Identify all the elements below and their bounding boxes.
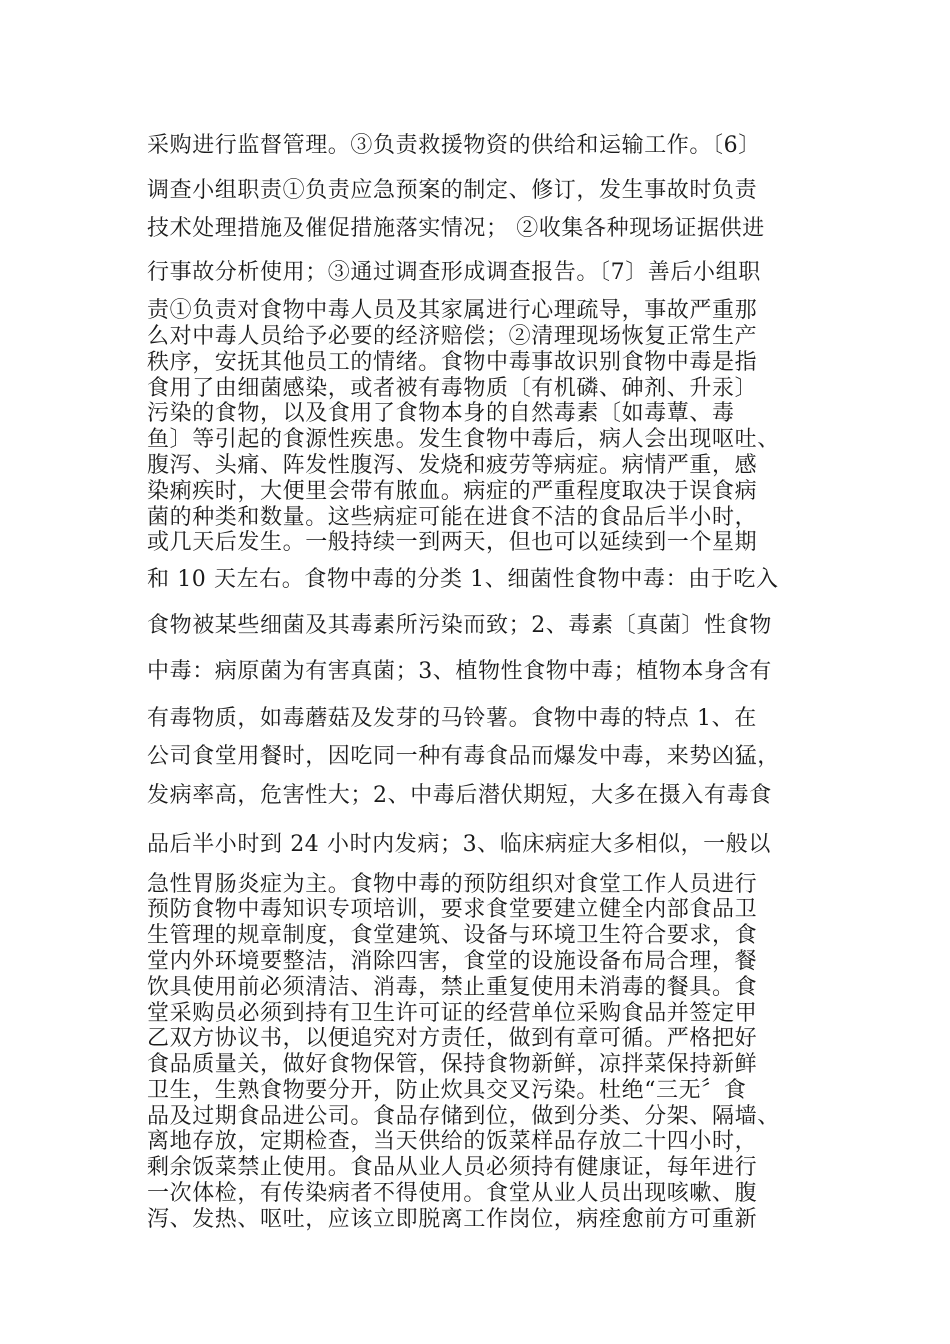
text-line: 中毒：病原菌为有害真菌；3、植物性食物中毒；植物本身含有 — [147, 659, 772, 684]
text-line: 一次体检，有传染病者不得使用。食堂从业人员出现咳嗽、腹 — [147, 1181, 758, 1206]
text-line: 么对中毒人员给予必要的经济赔偿；②清理现场恢复正常生产 — [147, 324, 758, 349]
text-line: 食品质量关，做好食物保管，保持食物新鲜，凉拌菜保持新鲜 — [147, 1052, 758, 1077]
text-line: 菌的种类和数量。这些病症可能在进食不洁的食品后半小时， — [147, 505, 758, 530]
text-line: 秩序，安抚其他员工的情绪。食物中毒事故识别食物中毒是指 — [147, 350, 758, 375]
text-line: 剩余饭菜禁止使用。食品从业人员必须持有健康证，每年进行 — [147, 1155, 758, 1180]
text-line: 离地存放，定期检查，当天供给的饭菜样品存放二十四小时， — [147, 1129, 758, 1154]
text-line: 堂内外环境要整洁，消除四害，食堂的设施设备布局合理，餐 — [147, 949, 758, 974]
text-line: 公司食堂用餐时，因吃同一种有毒食品而爆发中毒，来势凶猛， — [147, 744, 780, 769]
text-line: 预防食物中毒知识专项培训，要求食堂要建立健全内部食品卫 — [147, 897, 758, 922]
text-line: 发病率高，危害性大；2、中毒后潜伏期短，大多在摄入有毒食 — [147, 783, 772, 808]
text-line: 和 10 天左右。食物中毒的分类 1、细菌性食物中毒：由于吃入 — [147, 567, 779, 592]
text-line: 食用了由细菌感染，或者被有毒物质〔有机磷、砷剂、升汞〕 — [147, 376, 758, 401]
text-line: 急性胃肠炎症为主。食物中毒的预防组织对食堂工作人员进行 — [147, 872, 758, 897]
text-line: 或几天后发生。一般持续一到两天，但也可以延续到一个星期 — [147, 530, 758, 555]
text-line: 生管理的规章制度，食堂建筑、设备与环境卫生符合要求，食 — [147, 923, 758, 948]
text-line: 染痢疾时，大便里会带有脓血。病症的严重程度取决于误食病 — [147, 479, 758, 504]
text-line: 行事故分析使用；③通过调查形成调查报告。〔7〕善后小组职 — [147, 260, 761, 285]
text-line: 调查小组职责①负责应急预案的制定、修订，发生事故时负责 — [147, 178, 758, 203]
text-line: 腹泻、头痛、阵发性腹泻、发烧和疲劳等病症。病情严重，感 — [147, 453, 758, 478]
text-line: 有毒物质，如毒蘑菇及发芽的马铃薯。食物中毒的特点 1、在 — [147, 706, 757, 731]
text-line: 堂采购员必须到持有卫生许可证的经营单位采购食品并签定甲 — [147, 1001, 758, 1026]
text-line: 饮具使用前必须清洁、消毒，禁止重复使用未消毒的餐具。食 — [147, 975, 758, 1000]
text-line: 责①负责对食物中毒人员及其家属进行心理疏导，事故严重那 — [147, 298, 758, 323]
text-line: 采购进行监督管理。③负责救援物资的供给和运输工作。〔6〕 — [147, 133, 761, 158]
text-line: 食物被某些细菌及其毒素所污染而致；2、毒素〔真菌〕性食物 — [147, 613, 772, 638]
text-line: 鱼〕等引起的食源性疾患。发生食物中毒后，病人会出现呕吐、 — [147, 427, 780, 452]
text-line: 乙双方协议书，以便追究对方责任，做到有章可循。严格把好 — [147, 1026, 758, 1051]
text-line: 泻、发热、呕吐，应该立即脱离工作岗位，病痊愈前方可重新 — [147, 1207, 758, 1232]
text-line: 卫生，生熟食物要分开，防止炊具交叉污染。杜绝“三无〞食 — [147, 1078, 747, 1103]
text-line: 品及过期食品进公司。食品存储到位，做到分类、分架、隔墙、 — [147, 1104, 780, 1129]
text-line: 品后半小时到 24 小时内发病；3、临床病症大多相似，一般以 — [147, 832, 771, 857]
text-line: 污染的食物，以及食用了食物本身的自然毒素〔如毒蕈、毒 — [147, 401, 735, 426]
text-line: 技术处理措施及催促措施落实情况； ②收集各种现场证据供进 — [147, 216, 765, 241]
